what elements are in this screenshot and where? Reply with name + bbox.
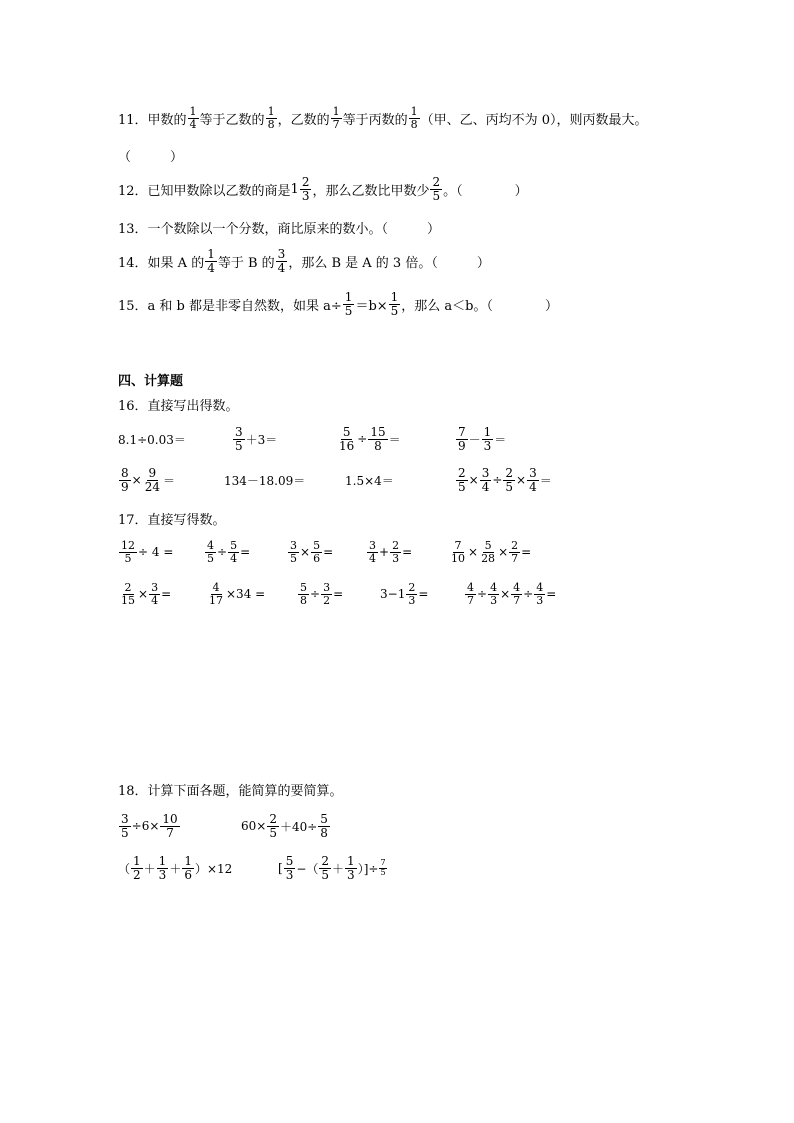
q17-e4-text-1: + [379,545,390,559]
q16-e8-text-2: ÷ [492,473,503,487]
q17-e1-text-1: ÷ 4 = [138,545,174,559]
q17-e9-text-1: = [418,587,429,601]
q18-e1-text-1: ÷6× [131,819,160,833]
q17-title-text: 17．直接写得数。 [118,512,226,528]
question-18-title [118,780,343,798]
q18-expr-3 [118,850,232,886]
q16-e8-fraction-1: $\frac{2}{5}$ [458,465,466,494]
q17-e9-pre: 3− [380,587,398,601]
q11-text-pre: 11．甲数的 [118,112,187,128]
q18-e1-fraction-1: $\frac{3}{5}$ [121,811,129,840]
q18-e4-fraction-4: $\frac{7}{5}$ [380,858,386,877]
q16-expr-1 [118,423,186,455]
q18-e3-text-2: ＋ [169,861,182,876]
q16-expr-1-text: 8.1÷0.03＝ [118,432,186,447]
q16-e8-text-3: × [516,473,527,487]
q11-fraction-2: 1 8 [267,104,275,131]
q18-expr-1 [118,808,181,844]
q17-expr-6 [118,578,171,610]
q17-expr-2 [204,536,250,568]
q14-fraction-1: 1 4 [207,246,215,275]
q17-e3-fraction-2: $\frac{5}{6}$ [313,538,321,565]
q17-e10-text-3: ÷ [523,587,534,601]
q16-e4-text-2: ＝ [494,432,507,447]
q17-e10-fraction-2: $\frac{4}{3}$ [490,580,498,607]
q17-e1-fraction-1: $\frac{12}{5}$ [121,538,135,565]
q17-e4-text-2: = [402,545,413,559]
question-15 [118,287,558,321]
q12-text-pre: 12．已知甲数除以乙数的商是 [118,183,291,199]
q17-e10-text-2: × [500,587,511,601]
question-11 [118,103,648,133]
q16-e2-fraction-1: 3 5 [235,424,243,453]
q16-e5-text-2: ＝ [162,473,175,488]
q16-expr-8 [455,464,552,496]
q15-text-pre: 15．a 和 b 都是非零自然数，如果 a÷ [118,298,342,314]
q16-e5-text-1: × [131,473,142,487]
question-12 [118,172,528,206]
q17-e5-text-3: = [521,545,532,559]
q18-e2-fraction-1: $\frac{2}{5}$ [269,811,277,840]
q14-text-2: ，那么 B 是 A 的 3 倍。（ ） [288,255,490,271]
q18-e4-text-1: −（ [296,861,319,876]
q17-e5-text-1: × [468,545,479,559]
question-14 [118,244,490,278]
q18-e3-fraction-3: 1 6 [184,853,192,882]
q14-text-1: 等于 B 的 [217,255,275,271]
q16-e8-fraction-4: $\frac{3}{4}$ [529,465,537,494]
q18-e1-fraction-2: $\frac{10}{7}$ [162,811,178,840]
q16-e8-fraction-3: $\frac{2}{5}$ [505,465,514,494]
q16-e5-fraction-2: $\frac{9}{24}$ [144,465,160,494]
q17-e5-text-2: × [498,545,509,559]
q18-e3-pre: （ [118,861,131,876]
q16-expr-4 [455,423,506,455]
q17-expr-8 [297,578,343,610]
q18-expr-4 [278,850,388,886]
q13-text: 13．一个数除以一个分数，商比原来的数小。（ ） [118,221,441,237]
q17-expr-9 [380,578,428,610]
question-16-title [118,395,239,413]
q17-e2-text-2: = [240,545,251,559]
q16-e3-fraction-1: $\frac{5}{16}$ [339,424,355,453]
q16-expr-6 [224,464,305,496]
question-17-title [118,509,226,527]
q18-e4-fraction-3: 1 3 [347,853,355,882]
q16-e8-fraction-2: $\frac{3}{4}$ [481,465,490,494]
q18-e4-fraction-2: 2 5 [321,853,330,882]
q17-e4-fraction-2: $\frac{2}{3}$ [392,538,400,565]
q11-fraction-3: 1 7 [332,104,340,131]
q17-e8-text-2: = [333,587,344,601]
q17-e5-fraction-2: $\frac{5}{28}$ [481,538,496,565]
q16-expr-6-text: 134－18.09＝ [224,473,306,488]
q12-fraction-2: 2 5 [432,174,441,203]
q17-e9-fraction-1: $\frac{2}{3}$ [408,580,416,607]
q16-e3-text-2: ＝ [388,432,401,447]
q17-expr-10 [464,578,556,610]
q17-e6-fraction-2: $\frac{3}{4}$ [151,580,159,607]
q11-answer-paren[interactable] [118,146,183,164]
q17-e8-text-1: ÷ [310,587,321,601]
q17-e2-text-1: ÷ [217,545,228,559]
q12-fraction-1: 2 3 [301,174,310,203]
q17-e7-fraction-1: $\frac{4}{17}$ [209,580,223,607]
q11-text-1: 等于乙数的 [199,112,265,128]
q17-e3-text-1: × [300,545,311,559]
q11-paren: （ ） [118,149,184,165]
q17-e8-fraction-2: $\frac{3}{2}$ [323,580,331,607]
q17-e6-text-2: = [161,587,172,601]
q16-expr-5 [118,464,175,496]
q16-e3-fraction-2: $\frac{15}{8}$ [370,424,386,453]
q17-e5-fraction-3: $\frac{2}{7}$ [511,538,519,565]
q16-e8-text-4: ＝ [539,473,552,488]
q16-e2-text-1: ＋3＝ [245,432,278,447]
q17-e7-text-1: ×34 = [226,587,266,601]
q11-fraction-1: 1 4 [189,104,197,131]
q17-e3-text-2: = [323,545,334,559]
q17-e10-fraction-1: $\frac{4}{7}$ [467,580,474,607]
q17-e10-fraction-3: $\frac{4}{7}$ [513,580,521,607]
q18-expr-2 [241,808,331,844]
q18-e4-pre: [ [278,861,283,875]
q17-e6-fraction-1: $\frac{2}{15}$ [121,580,135,607]
q18-e3-text-1: ＋ [143,861,156,876]
q16-title-text: 16．直接写出得数。 [118,398,239,414]
q18-e3-fraction-1: 1 2 [133,853,141,882]
q17-e8-fraction-1: $\frac{5}{8}$ [300,580,307,607]
q16-e5-fraction-1: $\frac{8}{9}$ [121,465,129,494]
q16-expr-3 [336,423,401,455]
question-13 [118,218,440,236]
q17-e9-whole: 1 [397,587,406,601]
q18-e2-pre: 60× [241,819,267,833]
q15-text-1: ＝b× [355,298,388,314]
q11-text-3: 等于丙数的 [342,112,408,128]
q18-e2-text-1: ＋40÷ [279,819,318,834]
q16-e4-fraction-2: 1 3 [483,424,492,453]
q12-text-2: 。（ ） [443,183,528,199]
q12-text-1: ，那么乙数比甲数少 [312,183,430,199]
q18-e4-text-3: ）]÷ [357,861,379,876]
q17-e6-text-1: × [138,587,149,601]
q17-e10-text-4: = [546,587,557,601]
q17-e10-fraction-4: $\frac{4}{3}$ [536,580,544,607]
section-4-title [118,370,183,388]
q15-fraction-2: $\frac{1}{5}$ [390,289,399,318]
q16-e4-fraction-1: 7 9 [458,424,466,453]
q17-e2-fraction-2: $\frac{5}{4}$ [230,538,238,565]
q16-e3-text-1: ÷ [357,432,368,446]
q17-e5-fraction-1: $\frac{7}{10}$ [451,538,465,565]
q17-e3-fraction-1: $\frac{3}{5}$ [290,538,297,565]
q11-fraction-4: 1 8 [410,104,418,131]
q11-text-4: （甲、乙、丙均不为 0），则丙数最大。 [420,112,648,128]
q18-e4-text-2: ＋ [332,861,345,876]
q17-expr-1 [118,536,173,568]
q17-e10-text-1: ÷ [477,587,488,601]
q14-text-pre: 14．如果 A 的 [118,255,205,271]
q11-text-2: ，乙数的 [277,112,330,128]
q18-title-text: 18．计算下面各题，能简算的要简算。 [118,783,343,799]
q18-e4-fraction-1: 5 3 [285,853,294,882]
q17-e2-fraction-1: $\frac{4}{5}$ [207,538,214,565]
q17-expr-3 [287,536,333,568]
q17-expr-7 [206,578,265,610]
q18-e3-fraction-2: 1 3 [158,853,167,882]
section-4-title-text: 四、计算题 [118,373,184,389]
q16-expr-7 [345,464,394,496]
q14-fraction-2: 3 4 [277,246,286,275]
q17-expr-5 [448,536,531,568]
q18-e2-fraction-2: $\frac{5}{8}$ [320,811,328,840]
q12-whole: 1 [290,181,299,197]
q16-e4-text-1: － [468,432,481,447]
q17-expr-4 [366,536,412,568]
q15-fraction-1: $\frac{1}{5}$ [344,289,353,318]
q16-expr-7-text: 1.5×4＝ [345,473,394,488]
q18-e3-text-3: ）×12 [194,861,233,876]
q15-text-2: ，那么 a＜b。（ ） [401,298,559,314]
q16-e8-text-1: × [468,473,479,487]
q16-expr-2 [232,423,277,455]
q17-e4-fraction-1: 3 4 [369,538,376,565]
